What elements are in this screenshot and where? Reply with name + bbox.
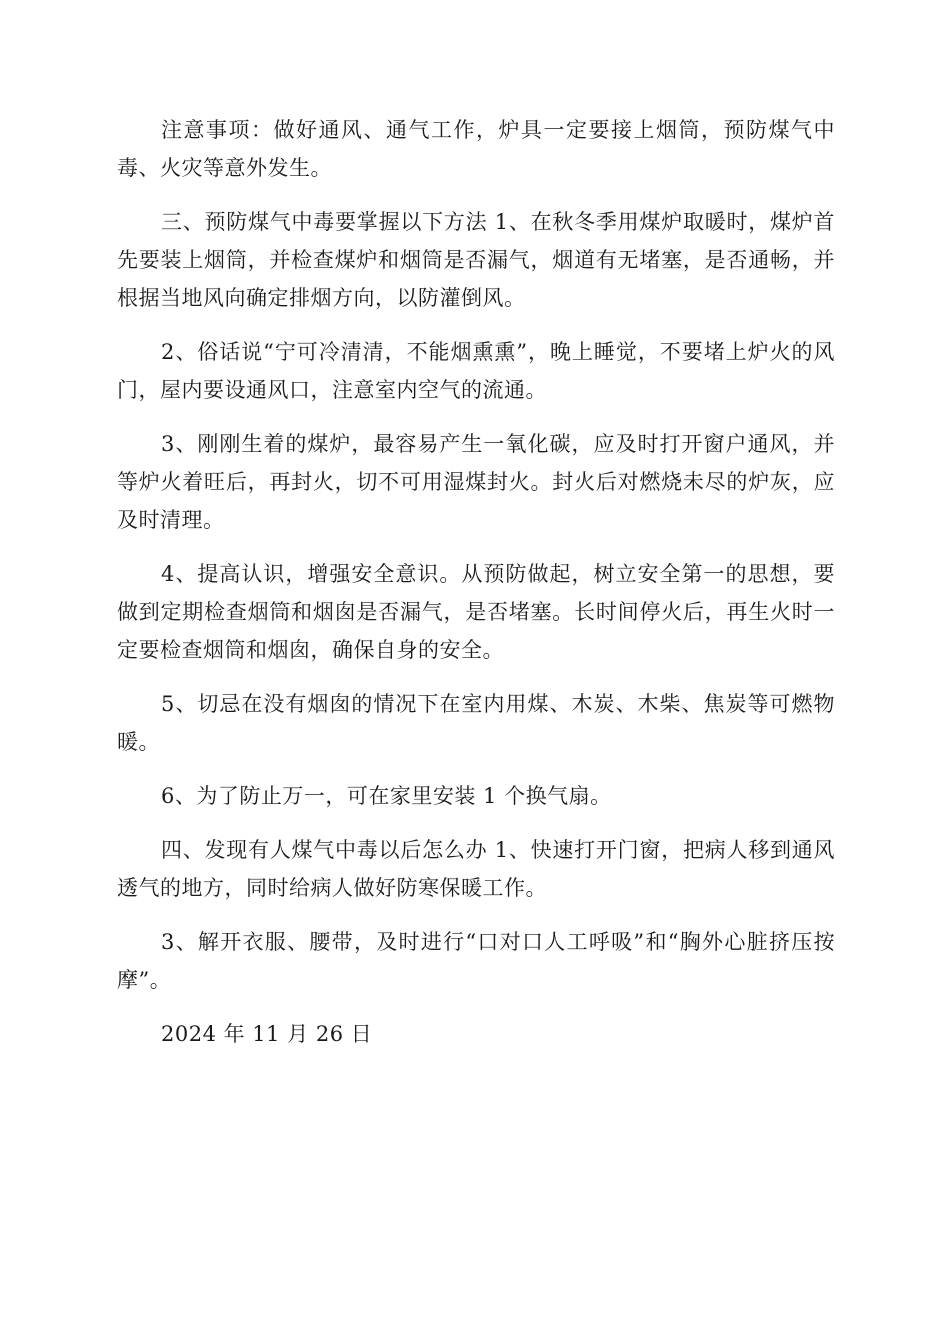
paragraph-ventilation: 2、俗话说“宁可冷清清，不能烟熏熏”，晚上睡觉，不要堵上炉火的风门，屋内要设通风口，注意室内空气的流通。 [117, 340, 835, 402]
document-date: 2024 年 11 月 26 日 [161, 1022, 373, 1046]
paragraph-no-chimney-warning: 5、切忌在没有烟囱的情况下在室内用煤、木炭、木柴、焦炭等可燃物暖。 [117, 692, 835, 754]
document-body [117, 111, 835, 1053]
paragraph-first-aid: 3、解开衣服、腰带，及时进行“口对口人工呼吸”和“胸外心脏挤压按摩”。 [117, 930, 835, 992]
paragraph-exhaust-fan: 6、为了防止万一，可在家里安装 1 个换气扇。 [161, 784, 612, 808]
paragraph-awareness: 4、提高认识，增强安全意识。从预防做起，树立安全第一的思想，要做到定期检查烟筒和烟囱是否漏气，是否堵塞。长时间停火后，再生火时一定要检查烟筒和烟囱，确保自身的安全。 [117, 562, 835, 662]
paragraph-precautions: 注意事项：做好通风、通气工作，炉具一定要接上烟筒，预防煤气中毒、火灾等意外发生。 [117, 118, 835, 180]
paragraph-new-stove: 3、刚刚生着的煤炉，最容易产生一氧化碳，应及时打开窗户通风，并等炉火着旺后，再封火，切不可用湿煤封火。封火后对燃烧未尽的炉灰，应及时清理。 [117, 432, 835, 532]
paragraph-prevention-methods: 三、预防煤气中毒要掌握以下方法 1、在秋冬季用煤炉取暖时，煤炉首先要装上烟筒，并检查煤炉和烟筒是否漏气，烟道有无堵塞，是否通畅，并根据当地风向确定排烟方向，以防灌倒风。 [117, 210, 835, 310]
paragraph-poisoning-response: 四、发现有人煤气中毒以后怎么办 1、快速打开门窗，把病人移到通风透气的地方，同时给病人做好防寒保暖工作。 [117, 838, 835, 900]
